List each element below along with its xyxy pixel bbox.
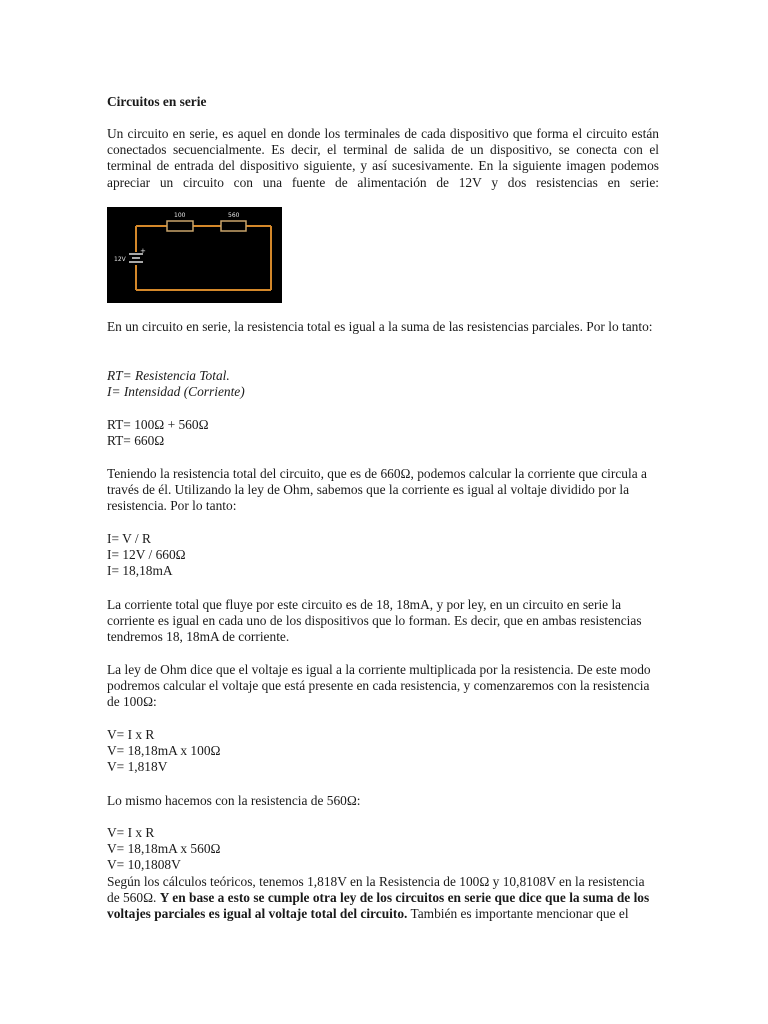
definitions-block (107, 368, 659, 400)
current-paragraph: Teniendo la resistencia total del circuito, que es de 660Ω, podemos calcular la corriente que circula a través de él. Utilizando la ley de Ohm, sabemos que la corriente es igual al voltaje dividido por la resistencia. Por lo tanto: (107, 466, 647, 514)
total-resistance-paragraph: En un circuito en serie, la resistencia total es igual a la suma de las resistencias parciales. Por lo tanto: (107, 319, 653, 334)
voltage-100-calculation (107, 727, 659, 776)
section-title: Circuitos en serie (107, 94, 207, 109)
total-current-paragraph: La corriente total que fluye por este circuito es de 18, 18mA, y por ley, en un circuito en serie la corriente es igual en cada uno de los dispositivos que lo forman. Es decir, que en ambas resistencias tendremos 18, 18mA de corriente. (107, 597, 642, 645)
definition-i: I= Intensidad (Corriente) (107, 384, 245, 400)
current-substitution-line: I= 12V / 660Ω (107, 547, 186, 563)
conclusion-text: Según los cálculos teóricos, tenemos 1,818V en la Resistencia de 100Ω y 10,8108V en la resistencia de 560Ω. (107, 874, 645, 906)
v2-formula-line: V= I x R (107, 825, 155, 840)
ohm-formula-line: I= V / R (107, 531, 151, 546)
rt-result-line: RT= 660Ω (107, 433, 165, 449)
conclusion-bold-law: Y en base a esto se cumple otra ley de los circuitos en serie que dice que la suma de los voltajes parciales es igual al voltaje total del circuito. (107, 890, 650, 922)
v1-formula-line: V= I x R (107, 727, 155, 742)
v2-substitution-line: V= 18,18mA x 560Ω (107, 841, 221, 857)
current-result-line: I= 18,18mA (107, 563, 173, 579)
current-calculation (107, 531, 659, 580)
source-voltage-label: 12V (114, 256, 126, 263)
resistor-100-label: 100 (174, 212, 186, 219)
circuit-diagram (107, 207, 282, 303)
plus-sign: + (140, 247, 146, 255)
voltage-560-calculation (107, 825, 659, 874)
resistor-560-label: 560 (228, 212, 240, 219)
ohm-law-paragraph: La ley de Ohm dice que el voltaje es igual a la corriente multiplicada por la resistencia. De este modo podremos calcular el voltaje que está presente en cada resistencia, y comenzaremos con la resistencia de 100Ω: (107, 662, 651, 710)
conclusion-paragraph (107, 874, 659, 923)
figure-background (107, 207, 282, 303)
rt-calculation (107, 417, 659, 449)
series-circuit-figure (107, 207, 282, 303)
v1-substitution-line: V= 18,18mA x 100Ω (107, 743, 221, 759)
rt-sum-line: RT= 100Ω + 560Ω (107, 417, 209, 432)
v1-result-line: V= 1,818V (107, 759, 168, 775)
conclusion-continuation: También es importante mencionar que el (407, 906, 629, 922)
v2-result-line: V= 10,1808V (107, 857, 181, 873)
same-procedure-paragraph: Lo mismo hacemos con la resistencia de 560Ω: (107, 793, 361, 808)
definition-rt: RT= Resistencia Total. (107, 368, 230, 383)
intro-paragraph: Un circuito en serie, es aquel en donde los terminales de cada dispositivo que forma el circuito están conectados secuencialmente. Es decir, el terminal de salida de un dispositivo, se conecta con el terminal de entrada del dispositivo siguiente, y así sucesivamente. En la siguiente imagen podemos apreciar un circuito con una fuente de alimentación de 12V y dos resistencias en serie: (107, 126, 659, 190)
